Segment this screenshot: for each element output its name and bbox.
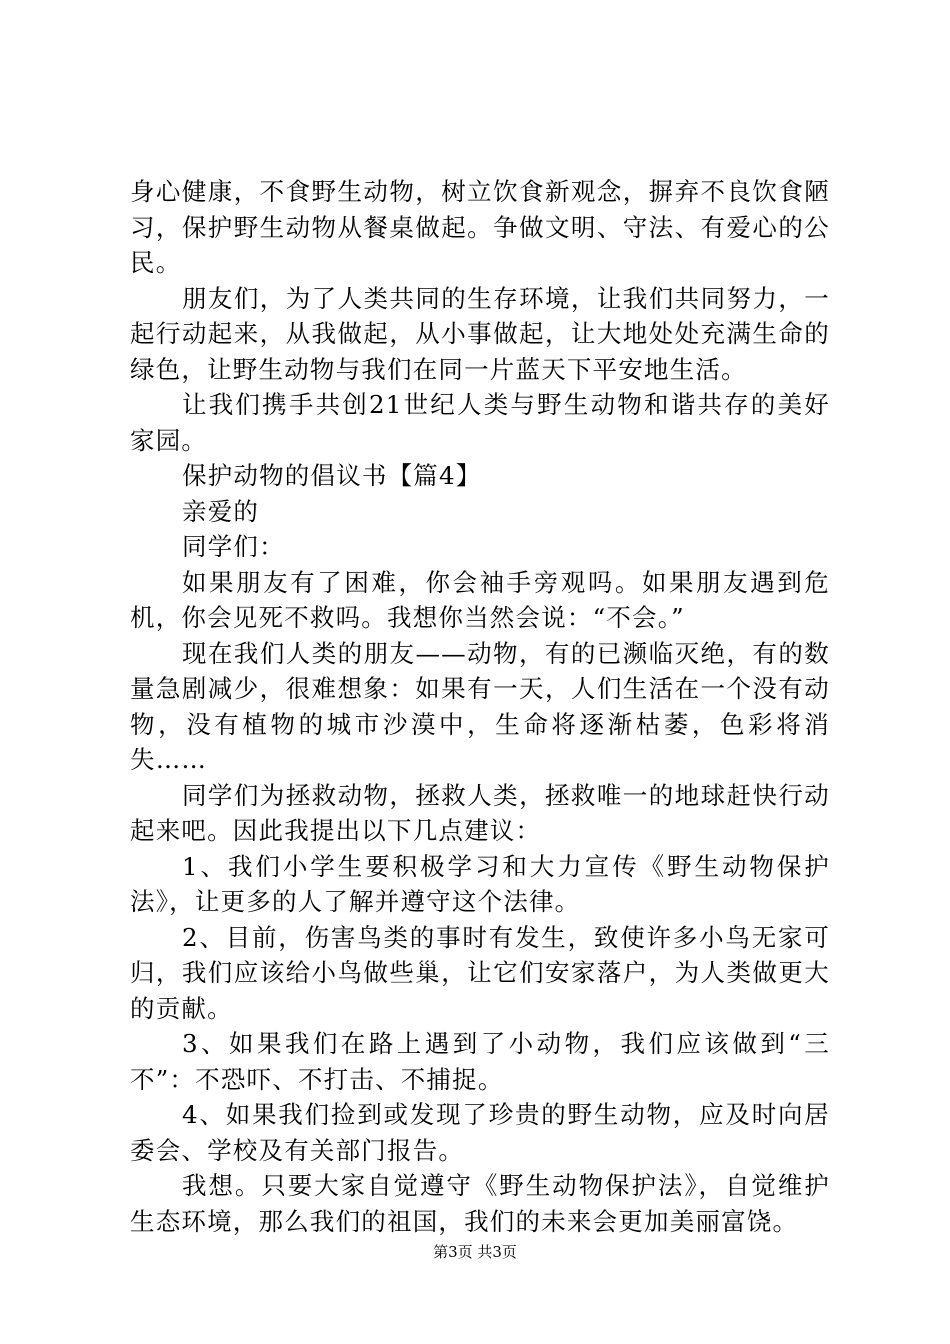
page-number-footer: 第3页 共3页 bbox=[433, 1243, 517, 1261]
suggestion-3: 3、如果我们在路上遇到了小动物，我们应该做到“三不”：不恐吓、不打击、不捕捉。 bbox=[130, 1029, 830, 1094]
salutation-line-1: 亲爱的 bbox=[182, 496, 260, 526]
suggestion-4: 4、如果我们捡到或发现了珍贵的野生动物，应及时向居委会、学校及有关部门报告。 bbox=[130, 1100, 830, 1165]
section-heading: 保护动物的倡议书【篇4】 bbox=[182, 461, 482, 490]
paragraph-closing: 让我们携手共创21世纪人类与野生动物和谐共存的美好家园。 bbox=[130, 390, 830, 455]
paragraph-question: 如果朋友有了困难，你会袖手旁观吗。如果朋友遇到危机，你会见死不救吗。我想你当然会说：“不会。” bbox=[130, 567, 830, 632]
paragraph-conclusion: 我想。只要大家自觉遵守《野生动物保护法》，自觉维护生态环境，那么我们的祖国，我们的未来会更加美丽富饶。 bbox=[130, 1171, 830, 1236]
paragraph-continuation: 身心健康，不食野生动物，树立饮食新观念，摒弃不良饮食陋习，保护野生动物从餐桌做起。争做文明、守法、有爱心的公民。 bbox=[130, 177, 830, 277]
paragraph-friends: 朋友们，为了人类共同的生存环境，让我们共同努力，一起行动起来，从我做起，从小事做起，让大地处处充满生命的绿色，让野生动物与我们在同一片蓝天下平安地生活。 bbox=[130, 283, 830, 384]
salutation-line-2: 同学们： bbox=[182, 532, 285, 561]
suggestion-1: 1、我们小学生要积极学习和大力宣传《野生动物保护法》，让更多的人了解并遵守这个法律。 bbox=[130, 851, 830, 916]
suggestion-2: 2、目前，伤害鸟类的事时有发生，致使许多小鸟无家可归，我们应该给小鸟做些巢，让它们安家落户，为人类做更大的贡献。 bbox=[130, 922, 830, 1023]
document-body bbox=[130, 174, 830, 1239]
paragraph-situation: 现在我们人类的朋友——动物，有的已濒临灭绝，有的数量急剧减少，很难想象：如果有一天，人们生活在一个没有动物，没有植物的城市沙漠中，生命将逐渐枯萎，色彩将消失…… bbox=[130, 638, 830, 774]
paragraph-call-to-action: 同学们为拯救动物，拯救人类，拯救唯一的地球赶快行动起来吧。因此我提出以下几点建议： bbox=[130, 780, 830, 845]
